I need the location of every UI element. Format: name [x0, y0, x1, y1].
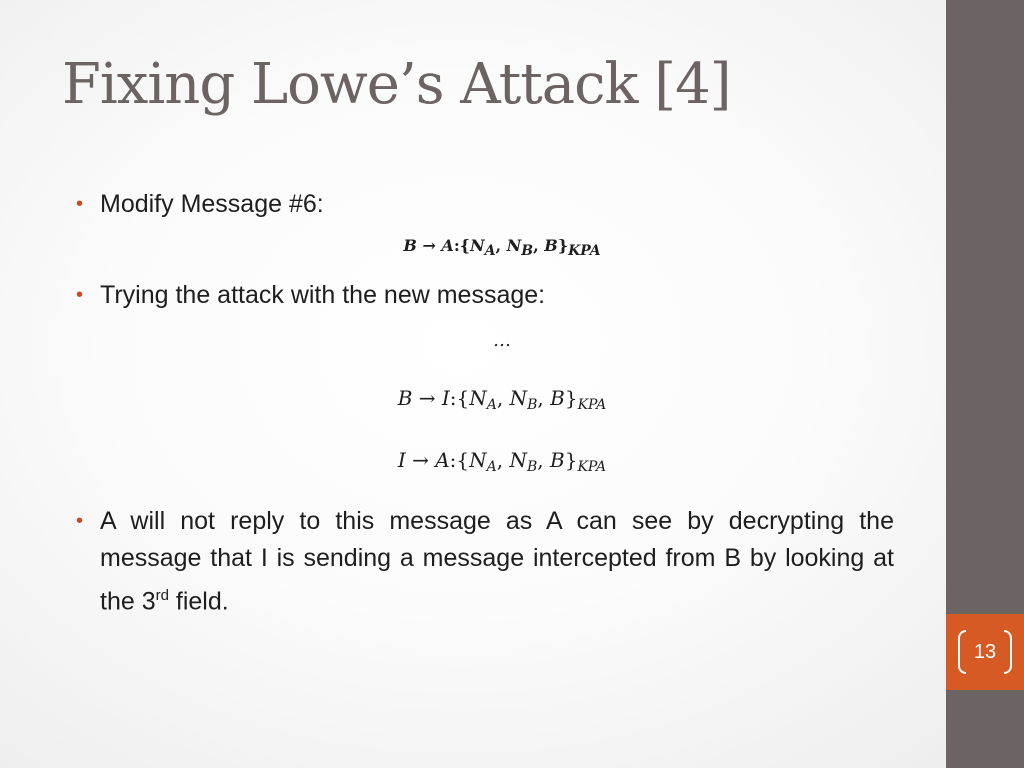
bullet-text: Modify Message #6:: [100, 190, 324, 218]
formula-ellipsis: …: [493, 330, 511, 351]
formula-line-i-to-a: $I \to A:\{N_A$, $N_B$, $B\}_{KPA}$: [397, 448, 607, 475]
bullet-dot-icon: •: [76, 284, 84, 306]
formula-line-b-to-i: $B \to I:\{N_A$, $N_B$, $B\}_{KPA}$: [397, 386, 607, 413]
bullet-item: [76, 186, 894, 223]
slide-title: Fixing Lowe’s Attack [4]: [62, 52, 731, 117]
formula-modified-message: $B \to A:\{N_A$, $N_B$, $B\}_{KPA}$: [403, 236, 601, 259]
slide-number-box: [946, 614, 1024, 690]
bullet-item: [76, 503, 894, 620]
bullet-dot-icon: •: [76, 510, 84, 532]
bullet-text: Trying the attack with the new message:: [100, 281, 546, 309]
bullet-text: A will not reply to this message as A can see by decrypting the message that I is sending a message intercepted from B by looking at the 3rd field.: [100, 507, 894, 616]
right-brace-icon: [1004, 630, 1012, 674]
bullet-item: [76, 277, 894, 314]
slide-number: 13: [973, 640, 997, 663]
bullet-dot-icon: •: [76, 193, 84, 215]
